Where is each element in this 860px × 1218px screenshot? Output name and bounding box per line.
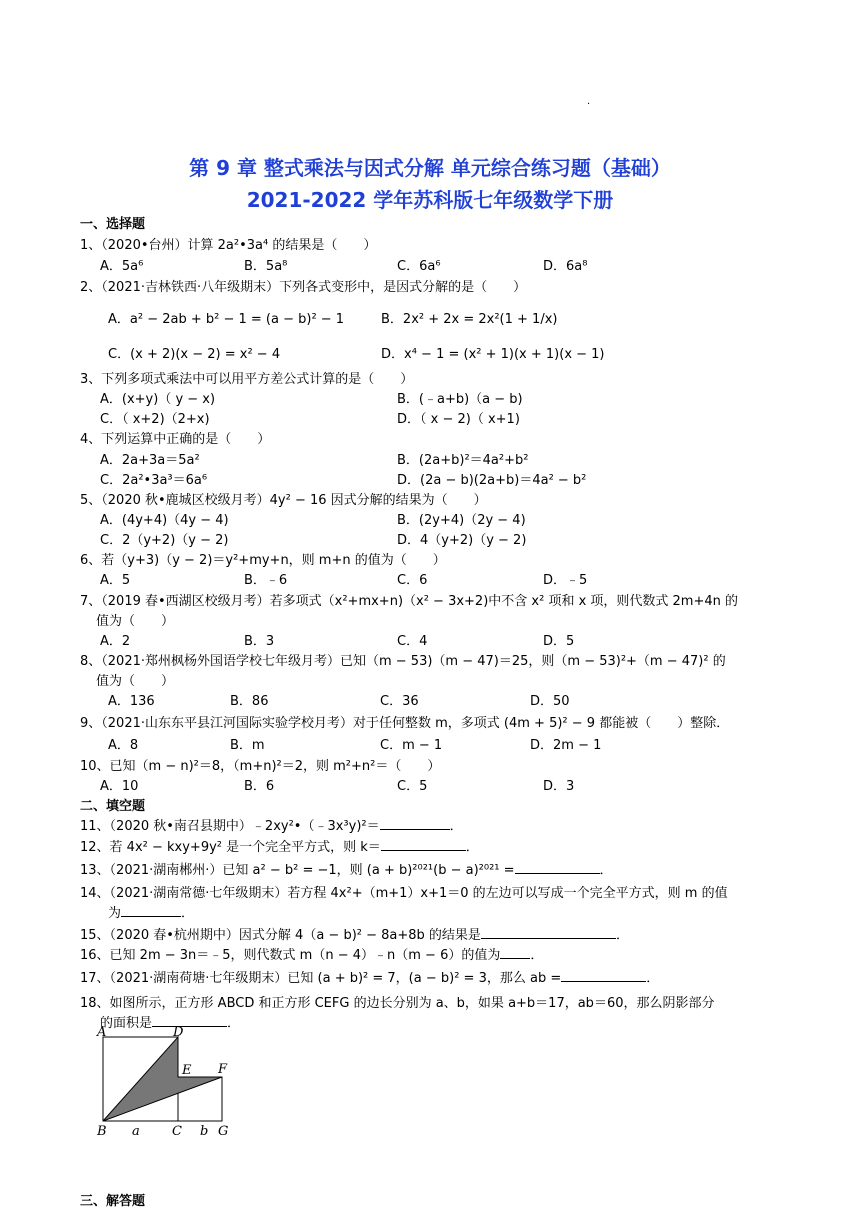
- question-1: 1、（2020•台州）计算 2a²•3a⁴ 的结果是（ ）: [80, 238, 377, 253]
- question-18-cont: 的面积是 ．: [100, 1016, 241, 1031]
- q10-option-d: D．3: [543, 779, 575, 794]
- q7-option-c: C．4: [397, 634, 428, 649]
- question-6: 6、若（y+3)（y − 2)＝y²+my+n，则 m+n 的值为（ ）: [80, 553, 446, 568]
- answer-blank-16[interactable]: [500, 946, 530, 959]
- q4-option-b: B．(2a+b)²＝4a²+b²: [397, 453, 529, 468]
- q3-option-a: A．(x+y)（ y − x): [100, 392, 216, 407]
- q8-option-b: B．86: [230, 694, 269, 709]
- q9-option-c: C．m − 1: [380, 738, 443, 753]
- q9-option-d: D．2m − 1: [530, 738, 602, 753]
- q4-option-c: C．2a²•3a³＝6a⁶: [100, 473, 208, 488]
- q3-option-c: C．（ x+2)（2+x): [100, 412, 210, 427]
- section-answer: 三、解答题: [80, 1194, 146, 1209]
- answer-blank-15[interactable]: [481, 926, 616, 939]
- question-12-text: 12、若 4x² − kxy+9y² 是一个完全平方式，则 k＝: [80, 840, 381, 855]
- header-dot: .: [587, 96, 591, 107]
- q1-option-a: A．5a⁶: [100, 259, 144, 274]
- label-a-length: a: [132, 1124, 140, 1139]
- q10-option-c: C．5: [397, 779, 428, 794]
- question-14: 14、（2021·湖南常德·七年级期末）若方程 4x²+（m+1）x+1＝0 的左边可以写成一个完全平方式，则 m 的值: [80, 886, 728, 901]
- question-15-text: 15、（2020 春•杭州期中）因式分解 4（a − b)² − 8a+8b 的结果是: [80, 928, 481, 943]
- q8-option-d: D．50: [530, 694, 570, 709]
- q4-option-a: A．2a+3a＝5a²: [100, 453, 200, 468]
- q6-option-a: A．5: [100, 573, 131, 588]
- label-e-vertex: E: [182, 1063, 192, 1078]
- question-15: 15、（2020 春•杭州期中）因式分解 4（a − b)² − 8a+8b 的结果是 ．: [80, 928, 629, 943]
- shaded-region: [103, 1037, 222, 1121]
- question-4: 4、下列运算中正确的是（ ）: [80, 432, 271, 447]
- q1-option-c: C．6a⁶: [397, 259, 441, 274]
- q5-option-a: A．(4y+4)（4y − 4): [100, 513, 229, 528]
- question-16-text: 16、已知 2m − 3n＝﹣5，则代数式 m（n − 4）﹣n（m − 6）的值为: [80, 948, 501, 963]
- answer-blank-17[interactable]: [561, 969, 646, 982]
- label-c-vertex: C: [172, 1124, 182, 1139]
- answer-blank-12[interactable]: [381, 838, 466, 851]
- answer-blank-11[interactable]: [380, 817, 450, 830]
- q2-option-a: A．a² − 2ab + b² − 1 = (a − b)² − 1: [108, 312, 345, 327]
- question-16: 16、已知 2m − 3n＝﹣5，则代数式 m（n − 4）﹣n（m − 6）的值为 ．: [80, 948, 544, 963]
- q2-option-b: B．2x² + 2x = 2x²(1 + 1/x): [381, 312, 558, 327]
- question-13-text: 13、（2021·湖南郴州·）已知 a² − b² = −1，则 (a + b)²⁰²¹(b − a)²⁰²¹ =: [80, 863, 515, 878]
- label-b-vertex: B: [97, 1124, 107, 1139]
- question-11: 11、（2020 秋•南召县期中）﹣2xy²•（﹣3x³y)²＝ ．: [80, 819, 463, 834]
- label-b-length: b: [200, 1124, 209, 1139]
- question-17: 17、（2021·湖南荷塘·七年级期末）已知 (a + b)² = 7，(a − b)² = 3，那么 ab = ．: [80, 971, 660, 986]
- squares-figure: [94, 1025, 239, 1140]
- question-14-cont: 为 ．: [108, 906, 195, 921]
- q2-option-c: C．(x + 2)(x − 2) = x² − 4: [108, 347, 281, 362]
- answer-blank-14[interactable]: [121, 904, 181, 917]
- label-f-vertex: F: [218, 1062, 228, 1077]
- question-3: 3、下列多项式乘法中可以用平方差公式计算的是（ ）: [80, 372, 414, 387]
- q10-option-b: B．6: [244, 779, 275, 794]
- q3-option-d: D．（ x − 2)（ x+1): [397, 412, 520, 427]
- q5-option-b: B．(2y+4)（2y − 4): [397, 513, 526, 528]
- q1-option-d: D．6a⁸: [543, 259, 588, 274]
- q9-option-b: B．m: [230, 738, 265, 753]
- question-18: 18、如图所示，正方形 ABCD 和正方形 CEFG 的边长分别为 a、b，如果 a+b＝17，ab＝60，那么阴影部分: [80, 996, 715, 1011]
- q9-option-a: A．8: [108, 738, 139, 753]
- title-line-1: 第 9 章 整式乘法与因式分解 单元综合练习题（基础）: [189, 156, 671, 180]
- q7-option-a: A．2: [100, 634, 131, 649]
- q8-option-c: C．36: [380, 694, 419, 709]
- question-9: 9、（2021·山东东平县江河国际实验学校月考）对于任何整数 m，多项式 (4m + 5)² − 9 都能被（ ）整除．: [80, 716, 730, 731]
- question-13: 13、（2021·湖南郴州·）已知 a² − b² = −1，则 (a + b)²⁰²¹(b − a)²⁰²¹ = ．: [80, 863, 613, 878]
- question-10: 10、已知（m − n)²＝8，（m+n)²＝2，则 m²+n²＝（ ）: [80, 759, 441, 774]
- question-7: 7、（2019 春•西湖区校级月考）若多项式（x²+mx+n)（x² − 3x+2)中不含 x² 项和 x 项，则代数式 2m+4n 的: [80, 594, 739, 609]
- label-a-vertex: A: [97, 1025, 107, 1040]
- q7-option-b: B．3: [244, 634, 275, 649]
- question-8: 8、（2021·郑州枫杨外国语学校七年级月考）已知（m − 53)（m − 47)＝25，则（m − 53)²+（m − 47)² 的: [80, 654, 726, 669]
- question-5: 5、（2020 秋•鹿城区校级月考）4y² − 16 因式分解的结果为（ ）: [80, 493, 487, 508]
- section-choice: 一、选择题: [80, 217, 146, 232]
- answer-blank-13[interactable]: [515, 861, 600, 874]
- q10-option-a: A．10: [100, 779, 139, 794]
- section-fill: 二、填空题: [80, 799, 146, 814]
- q5-option-d: D．4（y+2)（y − 2): [397, 533, 527, 548]
- label-d-vertex: D: [173, 1025, 184, 1040]
- label-g-vertex: G: [218, 1124, 229, 1139]
- question-12: 12、若 4x² − kxy+9y² 是一个完全平方式，则 k＝ ．: [80, 840, 479, 855]
- q6-option-b: B．﹣6: [244, 573, 288, 588]
- question-2: 2、（2021·吉林铁西·八年级期末）下列各式变形中，是因式分解的是（ ）: [80, 280, 527, 295]
- q1-option-b: B．5a⁸: [244, 259, 288, 274]
- question-7-cont: 值为（ ）: [96, 614, 175, 629]
- q5-option-c: C．2（y+2)（y − 2): [100, 533, 229, 548]
- q7-option-d: D．5: [543, 634, 575, 649]
- question-8-cont: 值为（ ）: [96, 674, 175, 689]
- q6-option-d: D．﹣5: [543, 573, 588, 588]
- question-17-text: 17、（2021·湖南荷塘·七年级期末）已知 (a + b)² = 7，(a − b)² = 3，那么 ab =: [80, 971, 562, 986]
- q8-option-a: A．136: [108, 694, 155, 709]
- q4-option-d: D．(2a − b)(2a+b)＝4a² − b²: [397, 473, 587, 488]
- question-11-text: 11、（2020 秋•南召县期中）﹣2xy²•（﹣3x³y)²＝: [80, 819, 380, 834]
- q6-option-c: C．6: [397, 573, 428, 588]
- q2-option-d: D．x⁴ − 1 = (x² + 1)(x + 1)(x − 1): [381, 347, 605, 362]
- title-line-2: 2021-2022 学年苏科版七年级数学下册: [246, 188, 614, 212]
- q3-option-b: B．(﹣a+b)（a − b): [397, 392, 523, 407]
